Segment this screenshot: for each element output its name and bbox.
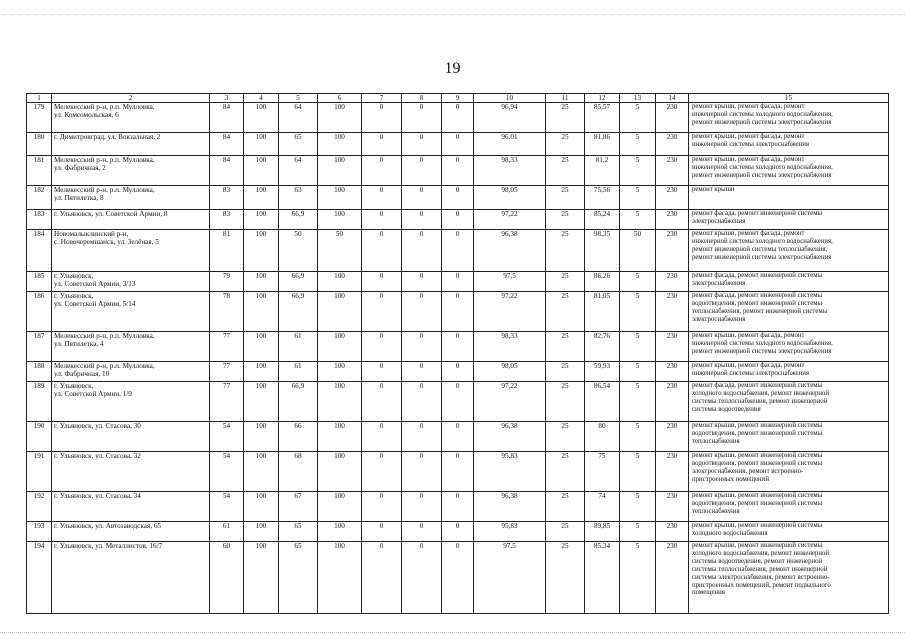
value-cell: 74	[585, 492, 620, 522]
value-cell: 0	[402, 133, 442, 156]
value-cell: 5	[620, 186, 656, 210]
value-cell: 0	[402, 210, 442, 230]
value-cell: 0	[362, 133, 402, 156]
value-cell: 0	[362, 272, 402, 292]
value-cell: 230	[656, 452, 689, 492]
value-cell: 0	[402, 292, 442, 332]
value-cell: 25	[546, 272, 585, 292]
address-cell: г. Ульяновск, ул. Советской Армии, 1/9	[52, 382, 210, 422]
column-number-11: 11	[546, 94, 585, 103]
works-cell: ремонт крыши, ремонт инженерной системы водоотведения, ремонт инженерной системы электроснабжения, ремонт встроенно- пристроенных помещений	[689, 452, 889, 492]
value-cell: 0	[442, 272, 474, 292]
value-cell: 84	[210, 103, 244, 133]
value-cell: 66	[279, 422, 318, 452]
value-cell: 54	[210, 452, 244, 492]
value-cell: 230	[656, 133, 689, 156]
value-cell: 0	[442, 452, 474, 492]
value-cell: 0	[362, 382, 402, 422]
works-cell: ремонт крыши, ремонт фасада, ремонт инженерной системы холодного водоснабжения, ремонт инженерной системы электроснабжения	[689, 332, 889, 362]
row-number-cell: 193	[27, 522, 52, 542]
value-cell: 100	[318, 492, 362, 522]
row-number-cell: 183	[27, 210, 52, 230]
row-number-cell: 194	[27, 542, 52, 614]
address-cell: Мелекесский р-н, р.п. Мулловка, ул. Фабричная, 10	[52, 362, 210, 382]
value-cell: 50	[318, 230, 362, 272]
value-cell: 77	[210, 362, 244, 382]
works-cell: ремонт крыши, ремонт фасада, ремонт инженерной системы холодного водоснабжения, ремонт инженерной системы теплоснабжения, ремонт инженерной системы электроснабжения	[689, 230, 889, 272]
value-cell: 0	[402, 272, 442, 292]
column-number-5: 5	[279, 94, 318, 103]
value-cell: 230	[656, 292, 689, 332]
column-number-6: 6	[318, 94, 362, 103]
value-cell: 25	[546, 230, 585, 272]
row-number-cell: 182	[27, 186, 52, 210]
value-cell: 0	[362, 362, 402, 382]
value-cell: 25	[546, 156, 585, 186]
value-cell: 50	[279, 230, 318, 272]
row-number-cell: 179	[27, 103, 52, 133]
value-cell: 0	[402, 492, 442, 522]
value-cell: 81,2	[585, 156, 620, 186]
table-row	[27, 452, 889, 492]
value-cell: 0	[442, 522, 474, 542]
value-cell: 96,38	[474, 492, 546, 522]
works-cell: ремонт крыши, ремонт фасада, ремонт инженерной системы электроснабжения	[689, 362, 889, 382]
value-cell: 100	[318, 452, 362, 492]
value-cell: 230	[656, 103, 689, 133]
value-cell: 100	[244, 452, 279, 492]
value-cell: 81	[210, 230, 244, 272]
value-cell: 100	[318, 133, 362, 156]
value-cell: 5	[620, 542, 656, 614]
value-cell: 230	[656, 230, 689, 272]
value-cell: 96,01	[474, 133, 546, 156]
works-cell: ремонт крыши	[689, 186, 889, 210]
row-number-cell: 181	[27, 156, 52, 186]
column-number-2: 2	[52, 94, 210, 103]
works-cell: ремонт крыши, ремонт инженерной системы холодного водоснабжения	[689, 522, 889, 542]
table-row	[27, 542, 889, 614]
row-number-cell: 184	[27, 230, 52, 272]
value-cell: 0	[402, 156, 442, 186]
value-cell: 65	[279, 522, 318, 542]
table-row	[27, 362, 889, 382]
value-cell: 0	[362, 292, 402, 332]
column-number-15: 15	[689, 94, 889, 103]
value-cell: 65	[279, 133, 318, 156]
value-cell: 100	[318, 156, 362, 186]
value-cell: 66,9	[279, 210, 318, 230]
value-cell: 230	[656, 542, 689, 614]
value-cell: 5	[620, 272, 656, 292]
value-cell: 100	[244, 382, 279, 422]
value-cell: 100	[244, 103, 279, 133]
value-cell: 86,26	[585, 272, 620, 292]
value-cell: 5	[620, 362, 656, 382]
value-cell: 100	[244, 133, 279, 156]
value-cell: 5	[620, 452, 656, 492]
table-row	[27, 292, 889, 332]
value-cell: 0	[402, 186, 442, 210]
value-cell: 25	[546, 210, 585, 230]
works-cell: ремонт крыши, ремонт инженерной системы водоотведения, ремонт инженерной системы теплоснабжения	[689, 492, 889, 522]
works-cell: ремонт крыши, ремонт инженерной системы водоотведения, ремонт инженерной системы теплоснабжения	[689, 422, 889, 452]
value-cell: 230	[656, 186, 689, 210]
scan-edge-top	[0, 14, 905, 16]
column-number-3: 3	[210, 94, 244, 103]
value-cell: 25	[546, 542, 585, 614]
value-cell: 100	[244, 422, 279, 452]
row-number-cell: 187	[27, 332, 52, 362]
value-cell: 0	[442, 492, 474, 522]
value-cell: 0	[402, 422, 442, 452]
value-cell: 25	[546, 133, 585, 156]
table-row	[27, 382, 889, 422]
value-cell: 97,5	[474, 542, 546, 614]
value-cell: 0	[442, 210, 474, 230]
value-cell: 5	[620, 382, 656, 422]
value-cell: 0	[362, 522, 402, 542]
value-cell: 230	[656, 492, 689, 522]
table-row	[27, 522, 889, 542]
value-cell: 25	[546, 292, 585, 332]
value-cell: 95,83	[474, 452, 546, 492]
value-cell: 100	[318, 186, 362, 210]
value-cell: 100	[244, 332, 279, 362]
value-cell: 5	[620, 492, 656, 522]
value-cell: 100	[318, 422, 362, 452]
table-row	[27, 156, 889, 186]
value-cell: 0	[402, 362, 442, 382]
value-cell: 230	[656, 362, 689, 382]
address-cell: Новомалыклинский р-н, с. Новочеремшанск, ул. Зелёная, 5	[52, 230, 210, 272]
address-cell: г. Ульяновск, ул. Автозаводская, 65	[52, 522, 210, 542]
value-cell: 63	[279, 186, 318, 210]
value-cell: 89,85	[585, 522, 620, 542]
value-cell: 64	[279, 103, 318, 133]
value-cell: 100	[244, 186, 279, 210]
value-cell: 25	[546, 103, 585, 133]
value-cell: 98,05	[474, 186, 546, 210]
row-number-cell: 180	[27, 133, 52, 156]
works-cell: ремонт фасада, ремонт инженерной системы электроснабжения	[689, 272, 889, 292]
value-cell: 0	[442, 382, 474, 422]
table-row	[27, 133, 889, 156]
value-cell: 77	[210, 382, 244, 422]
value-cell: 100	[318, 103, 362, 133]
value-cell: 96,38	[474, 230, 546, 272]
value-cell: 5	[620, 332, 656, 362]
value-cell: 0	[362, 210, 402, 230]
value-cell: 83	[210, 210, 244, 230]
value-cell: 0	[362, 156, 402, 186]
value-cell: 95,83	[474, 522, 546, 542]
address-cell: Мелекесский р-н, р.п. Мулловка, ул. Пятилетка, 4	[52, 332, 210, 362]
row-number-cell: 189	[27, 382, 52, 422]
value-cell: 100	[244, 292, 279, 332]
value-cell: 0	[442, 156, 474, 186]
value-cell: 98,05	[474, 362, 546, 382]
value-cell: 82,76	[585, 332, 620, 362]
column-number-13: 13	[620, 94, 656, 103]
value-cell: 25	[546, 422, 585, 452]
value-cell: 50	[620, 230, 656, 272]
value-cell: 100	[318, 522, 362, 542]
value-cell: 5	[620, 103, 656, 133]
row-number-cell: 192	[27, 492, 52, 522]
value-cell: 59,93	[585, 362, 620, 382]
value-cell: 100	[244, 362, 279, 382]
value-cell: 0	[362, 332, 402, 362]
value-cell: 83	[210, 186, 244, 210]
value-cell: 0	[442, 422, 474, 452]
column-number-7: 7	[362, 94, 402, 103]
value-cell: 0	[442, 292, 474, 332]
value-cell: 81,86	[585, 133, 620, 156]
value-cell: 100	[318, 382, 362, 422]
value-cell: 61	[279, 332, 318, 362]
value-cell: 97,5	[474, 272, 546, 292]
value-cell: 5	[620, 522, 656, 542]
address-cell: Мелекесский р-н, р.п. Мулловка, ул. Комсомольская, 6	[52, 103, 210, 133]
value-cell: 54	[210, 492, 244, 522]
value-cell: 5	[620, 133, 656, 156]
value-cell: 84	[210, 133, 244, 156]
value-cell: 0	[442, 103, 474, 133]
value-cell: 230	[656, 422, 689, 452]
value-cell: 25	[546, 186, 585, 210]
value-cell: 0	[442, 230, 474, 272]
value-cell: 0	[402, 332, 442, 362]
value-cell: 0	[362, 542, 402, 614]
value-cell: 5	[620, 422, 656, 452]
column-number-8: 8	[402, 94, 442, 103]
table-row	[27, 492, 889, 522]
value-cell: 0	[362, 422, 402, 452]
value-cell: 68	[279, 452, 318, 492]
column-number-12: 12	[585, 94, 620, 103]
row-number-cell: 191	[27, 452, 52, 492]
value-cell: 79	[210, 272, 244, 292]
value-cell: 100	[318, 210, 362, 230]
value-cell: 0	[362, 186, 402, 210]
works-cell: ремонт крыши, ремонт фасада, ремонт инженерной системы электроснабжения	[689, 133, 889, 156]
address-cell: г. Ульяновск, ул. Стасова, 32	[52, 452, 210, 492]
row-number-cell: 185	[27, 272, 52, 292]
value-cell: 84	[210, 156, 244, 186]
value-cell: 97,22	[474, 382, 546, 422]
value-cell: 100	[244, 542, 279, 614]
value-cell: 77	[210, 332, 244, 362]
value-cell: 100	[244, 272, 279, 292]
table-row	[27, 422, 889, 452]
value-cell: 25	[546, 452, 585, 492]
value-cell: 66,9	[279, 292, 318, 332]
value-cell: 64	[279, 156, 318, 186]
column-number-row	[27, 94, 889, 103]
table-row	[27, 210, 889, 230]
table-row	[27, 272, 889, 292]
row-number-cell: 188	[27, 362, 52, 382]
table-row	[27, 103, 889, 133]
value-cell: 66,9	[279, 272, 318, 292]
value-cell: 67	[279, 492, 318, 522]
value-cell: 0	[362, 452, 402, 492]
address-cell: г. Ульяновск, ул. Металлистов, 16/7	[52, 542, 210, 614]
value-cell: 0	[402, 542, 442, 614]
value-cell: 80	[585, 422, 620, 452]
value-cell: 85,57	[585, 103, 620, 133]
value-cell: 98,35	[585, 230, 620, 272]
value-cell: 0	[402, 452, 442, 492]
table-row	[27, 186, 889, 210]
value-cell: 230	[656, 522, 689, 542]
value-cell: 100	[318, 332, 362, 362]
value-cell: 230	[656, 332, 689, 362]
works-cell: ремонт крыши, ремонт инженерной системы холодного водоснабжения, ремонт инженерной системы водоотведения, ремонт инженерной системы теплоснабжения, ремонт инженерной системы электроснабжения, ремонт встроенно- пристроенных помещений, ремонт подвального помещения	[689, 542, 889, 614]
value-cell: 81,05	[585, 292, 620, 332]
column-number-14: 14	[656, 94, 689, 103]
value-cell: 100	[318, 542, 362, 614]
value-cell: 100	[244, 230, 279, 272]
value-cell: 98,33	[474, 332, 546, 362]
value-cell: 5	[620, 210, 656, 230]
column-number-9: 9	[442, 94, 474, 103]
value-cell: 0	[442, 133, 474, 156]
works-cell: ремонт фасада, ремонт инженерной системы водоотведения, ремонт инженерной системы теплоснабжения, ремонт инженерной системы электроснабжения	[689, 292, 889, 332]
value-cell: 65	[279, 542, 318, 614]
value-cell: 100	[318, 292, 362, 332]
value-cell: 0	[362, 230, 402, 272]
address-cell: г. Ульяновск, ул. Советской Армии, 3/13	[52, 272, 210, 292]
scan-edge-bottom	[0, 632, 905, 634]
value-cell: 100	[318, 362, 362, 382]
value-cell: 0	[442, 186, 474, 210]
value-cell: 0	[362, 103, 402, 133]
value-cell: 25	[546, 522, 585, 542]
value-cell: 100	[318, 272, 362, 292]
value-cell: 97,22	[474, 210, 546, 230]
address-cell: г. Димитровград, ул. Вокзальная, 2	[52, 133, 210, 156]
value-cell: 25	[546, 492, 585, 522]
value-cell: 66,9	[279, 382, 318, 422]
value-cell: 100	[244, 210, 279, 230]
value-cell: 85,34	[585, 542, 620, 614]
value-cell: 25	[546, 332, 585, 362]
repair-schedule-table	[26, 93, 889, 614]
works-cell: ремонт фасада, ремонт инженерной системы электроснабжения	[689, 210, 889, 230]
value-cell: 100	[244, 156, 279, 186]
value-cell: 0	[442, 332, 474, 362]
value-cell: 100	[244, 492, 279, 522]
value-cell: 61	[210, 522, 244, 542]
value-cell: 230	[656, 382, 689, 422]
value-cell: 75	[585, 452, 620, 492]
value-cell: 98,33	[474, 156, 546, 186]
works-cell: ремонт крыши, ремонт фасада, ремонт инженерной системы холодного водоснабжения, ремонт инженерной системы электроснабжения	[689, 156, 889, 186]
row-number-cell: 190	[27, 422, 52, 452]
value-cell: 85,24	[585, 210, 620, 230]
address-cell: Мелекесский р-н, р.п. Мулловка, ул. Фабричная, 2	[52, 156, 210, 186]
value-cell: 5	[620, 156, 656, 186]
works-cell: ремонт фасада, ремонт инженерной системы холодного водоснабжения, ремонт инженерной системы теплоснабжения, ремонт инженерной системы водоотведения	[689, 382, 889, 422]
value-cell: 0	[362, 492, 402, 522]
value-cell: 54	[210, 422, 244, 452]
value-cell: 0	[402, 230, 442, 272]
address-cell: г. Ульяновск, ул. Советской Армии, 8	[52, 210, 210, 230]
value-cell: 96,94	[474, 103, 546, 133]
address-cell: г. Ульяновск, ул. Стасова, 34	[52, 492, 210, 522]
value-cell: 230	[656, 272, 689, 292]
address-cell: Мелекесский р-н, р.п. Мулловка, ул. Пятилетка, 8	[52, 186, 210, 210]
value-cell: 97,22	[474, 292, 546, 332]
value-cell: 96,38	[474, 422, 546, 452]
value-cell: 5	[620, 292, 656, 332]
table-row	[27, 332, 889, 362]
column-number-4: 4	[244, 94, 279, 103]
value-cell: 78	[210, 292, 244, 332]
value-cell: 230	[656, 210, 689, 230]
value-cell: 0	[402, 103, 442, 133]
address-cell: г. Ульяновск, ул. Советской Армии, 5/14	[52, 292, 210, 332]
value-cell: 25	[546, 362, 585, 382]
value-cell: 75,56	[585, 186, 620, 210]
column-number-10: 10	[474, 94, 546, 103]
value-cell: 0	[442, 362, 474, 382]
value-cell: 86,54	[585, 382, 620, 422]
value-cell: 25	[546, 382, 585, 422]
value-cell: 0	[402, 522, 442, 542]
page-number: 19	[444, 60, 461, 77]
column-number-1: 1	[27, 94, 52, 103]
value-cell: 60	[210, 542, 244, 614]
address-cell: г. Ульяновск, ул. Стасова, 30	[52, 422, 210, 452]
value-cell: 0	[402, 382, 442, 422]
table-row	[27, 230, 889, 272]
row-number-cell: 186	[27, 292, 52, 332]
value-cell: 100	[244, 522, 279, 542]
value-cell: 230	[656, 156, 689, 186]
works-cell: ремонт крыши, ремонт фасада, ремонт инженерной системы холодного водоснабжения, ремонт инженерной системы электроснабжения	[689, 103, 889, 133]
value-cell: 0	[442, 542, 474, 614]
value-cell: 61	[279, 362, 318, 382]
